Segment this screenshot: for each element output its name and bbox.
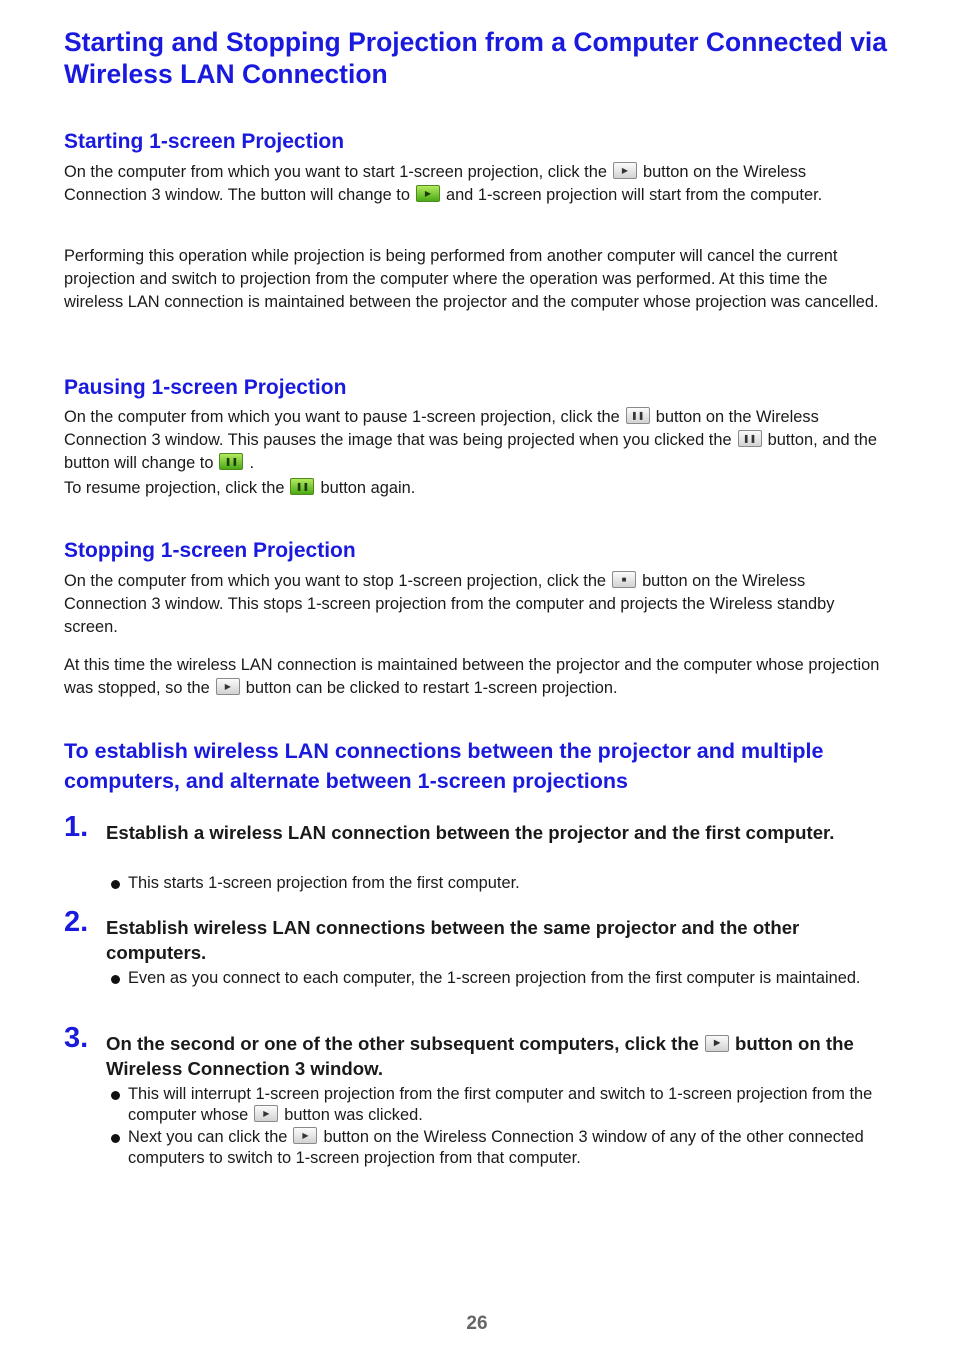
play-button-active-icon: ▶ [416, 185, 440, 202]
play-button-icon: ▶ [254, 1105, 278, 1122]
play-button-icon: ▶ [293, 1127, 317, 1144]
bullet-icon [111, 1091, 120, 1100]
heading-starting-projection: Starting 1-screen Projection [64, 130, 345, 153]
page-number: 26 [466, 1313, 488, 1334]
bullet-icon [111, 1134, 120, 1143]
play-button-icon: ▶ [613, 162, 637, 179]
step-text: Establish wireless LAN connections between the same projector and the other computers. [106, 917, 800, 963]
bullet-icon [111, 975, 120, 984]
pause-button-icon: ❚❚ [626, 407, 650, 424]
page-title: Starting and Stopping Projection from a Computer Connected via Wireless LAN Connection [64, 27, 888, 89]
pause-button-active-icon: ❚❚ [219, 453, 243, 470]
list-item: Even as you connect to each computer, the 1-screen projection from the first computer is maintained. [110, 968, 890, 989]
pausing-paragraph-1: On the computer from which you want to pause 1-screen projection, click the ❚❚ button on the Wireless Connection 3 window. This pauses the image that was being projected when you clicked the ❚❚ button, and the button will change to ❚❚ . [64, 408, 877, 472]
pause-button-active-icon: ❚❚ [290, 478, 314, 495]
stop-button-icon: ■ [612, 571, 636, 588]
stopping-paragraph-2: At this time the wireless LAN connection is maintained between the projector and the computer whose projection was stopped, so the ▶ button can be clicked to restart 1-screen projection. [64, 656, 880, 697]
step-text: On the second or one of the other subsequent computers, click the ▶ button on the Wireless Connection 3 window. [106, 1033, 854, 1079]
starting-paragraph-2: Performing this operation while projection is being performed from another computer will cancel the current projection and switch to projection from the computer where the operation was performed. At this time the wireless LAN connection is maintained between the projector and the computer whose projection was cancelled. [64, 247, 879, 311]
list-item: Next you can click the ▶ button on the Wireless Connection 3 window of any of the other connected computers to switch to 1-screen projection from that computer. [110, 1127, 890, 1169]
play-button-icon: ▶ [216, 678, 240, 695]
list-item: This starts 1-screen projection from the first computer. [110, 873, 890, 894]
starting-paragraph-1: On the computer from which you want to start 1-screen projection, click the ▶ button on the Wireless Connection 3 window. The button will change to ▶ and 1-screen projection will start from the computer. [64, 163, 823, 204]
play-button-icon: ▶ [705, 1035, 729, 1052]
pause-button-icon: ❚❚ [738, 430, 762, 447]
heading-pausing-projection: Pausing 1-screen Projection [64, 376, 347, 399]
bullet-icon [111, 880, 120, 889]
step-number: 2. [64, 906, 89, 938]
heading-stopping-projection: Stopping 1-screen Projection [64, 539, 356, 562]
pausing-paragraph-2: To resume projection, click the ❚❚ button again. [64, 479, 416, 497]
step-number: 1. [64, 811, 89, 843]
step-text: Establish a wireless LAN connection between the projector and the first computer. [106, 822, 835, 843]
list-item: This will interrupt 1-screen projection from the first computer and switch to 1-screen projection from the computer whose ▶ button was clicked. [110, 1084, 890, 1126]
heading-multiple-computers: To establish wireless LAN connections between the projector and multiple computers, and alternate between 1-screen projections [64, 739, 824, 793]
step-number: 3. [64, 1022, 89, 1054]
stopping-paragraph-1: On the computer from which you want to stop 1-screen projection, click the ■ button on the Wireless Connection 3 window. This stops 1-screen projection from the computer and projects the Wireless standby screen. [64, 572, 835, 636]
